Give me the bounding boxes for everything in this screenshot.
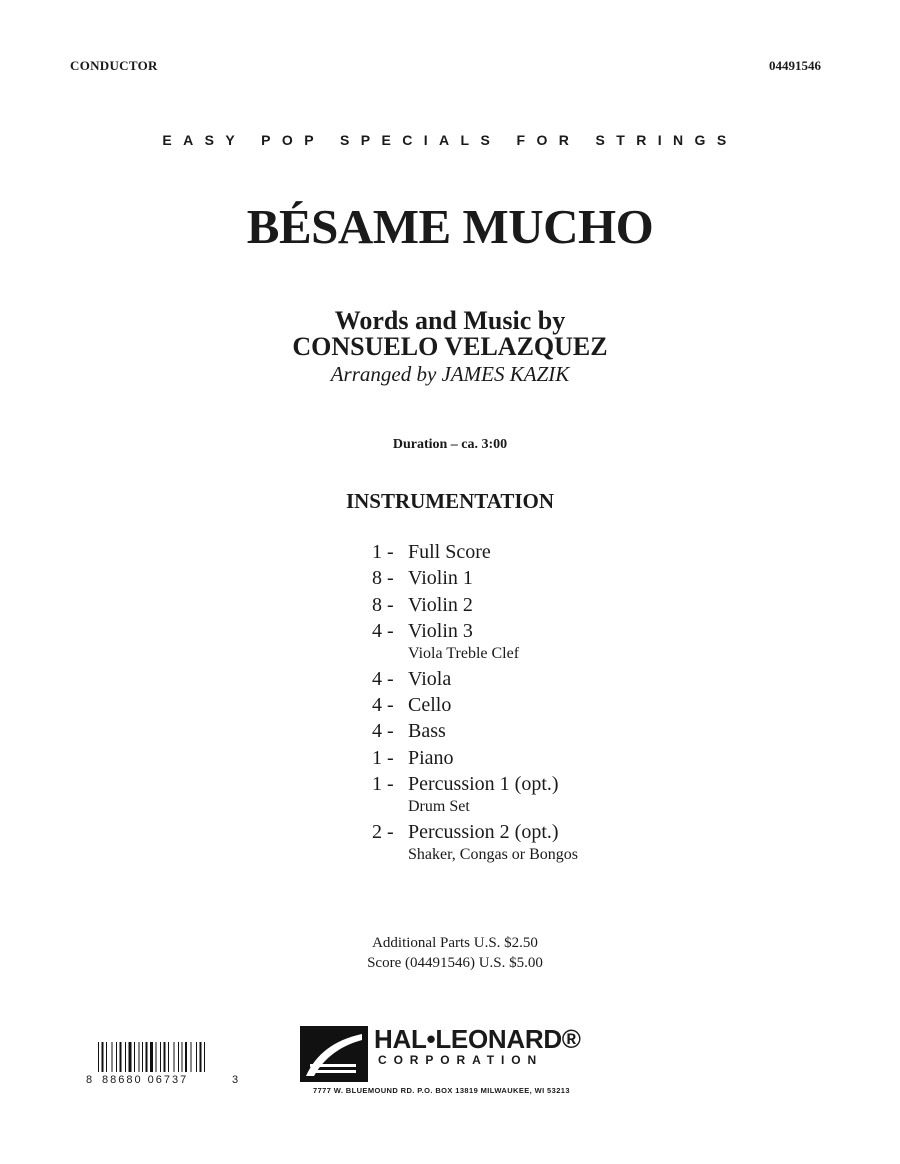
instrument-name: Cello	[408, 694, 452, 717]
instrument-note: Drum Set	[408, 798, 470, 816]
hal-leonard-logo-icon	[300, 1026, 368, 1082]
barcode-main-digits: 88680 06737	[102, 1074, 189, 1086]
instrument-name: Violin 1	[408, 567, 473, 590]
barcode	[98, 1042, 238, 1072]
song-title: BÉSAME MUCHO	[246, 199, 654, 254]
catalog-number: 04491546	[769, 58, 821, 73]
instrument-name: Percussion 2 (opt.)	[408, 820, 559, 843]
instrument-count: 4 -	[372, 667, 394, 690]
credit-composer: CONSUELO VELAZQUEZ	[292, 332, 608, 361]
instrument-name: Percussion 1 (opt.)	[408, 773, 559, 796]
publisher-address: 7777 W. BLUEMOUND RD. P.O. BOX 13819 MILWAUKEE, WI 53213	[313, 1086, 570, 1095]
credit-words-music: Words and Music by	[334, 306, 566, 335]
instrument-count: 1 -	[372, 541, 394, 563]
barcode-last-digit: 3	[232, 1074, 239, 1086]
instrument-name: Piano	[408, 746, 454, 769]
additional-parts-price: Additional Parts U.S. $2.50	[372, 935, 538, 951]
instrument-note: Shaker, Congas or Bongos	[408, 845, 579, 863]
instrument-count: 1 -	[372, 773, 394, 796]
instrument-name: Viola	[408, 667, 452, 690]
duration: Duration – ca. 3:00	[392, 437, 508, 452]
score-price: Score (04491546) U.S. $5.00	[367, 955, 543, 971]
instrument-count: 4 -	[372, 620, 394, 643]
instrument-count: 2 -	[372, 820, 394, 843]
publisher-name: HAL•LEONARD®	[374, 1024, 581, 1054]
instrument-name: Full Score	[408, 541, 491, 563]
credit-arranger: Arranged by JAMES KAZIK	[330, 362, 570, 386]
instrument-count: 4 -	[372, 694, 394, 717]
series-title: EASY POP SPECIALS FOR STRINGS	[162, 132, 738, 148]
instrument-name: Bass	[408, 720, 446, 743]
publisher-corporation: CORPORATION	[378, 1053, 544, 1067]
instrument-note: Viola Treble Clef	[408, 645, 520, 663]
instrument-count: 1 -	[372, 746, 394, 769]
instrument-name: Violin 3	[408, 620, 473, 643]
barcode-first-digit: 8	[86, 1074, 93, 1086]
instrument-count: 4 -	[372, 720, 394, 743]
instrument-name: Violin 2	[408, 593, 473, 616]
instrumentation-heading: INSTRUMENTATION	[345, 489, 555, 513]
instrument-count: 8 -	[372, 593, 394, 616]
part-label: CONDUCTOR	[70, 58, 158, 73]
instrument-count: 8 -	[372, 567, 394, 590]
